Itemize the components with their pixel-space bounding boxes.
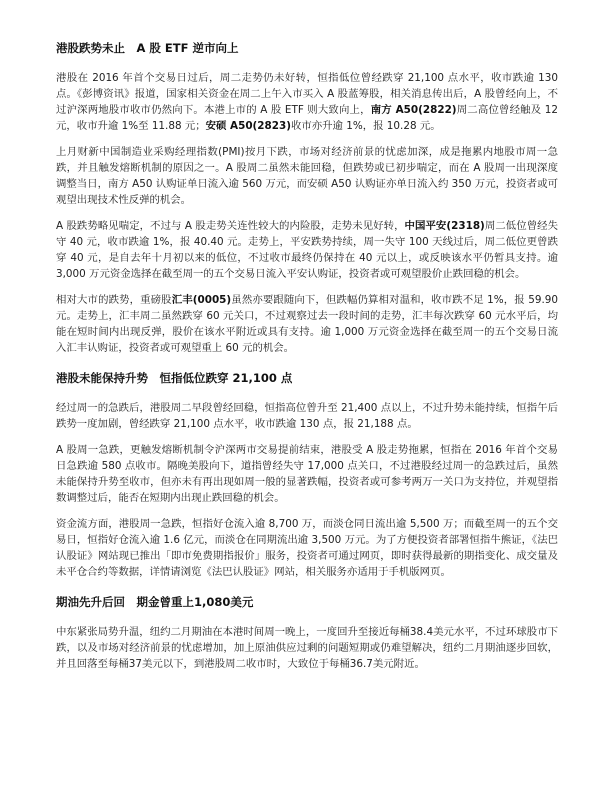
paragraph [56, 292, 558, 356]
paragraph [56, 218, 558, 282]
text-run: 收市亦升逾 1%，报 10.28 元。 [290, 120, 441, 132]
text-run: 周二低位曾经失守 40 元，收市跌逾 1%，报 40.40 元。走势上，平安跌势持续，周一失守 100 天线过后，周二低位更曾跌穿 40 元，是自去年十月初以来的低位，不过收市最终仍保持在 40 元以上，或反映该水平仍暂具支持。逾 3,000 万元资金选择在截至周一的五个交易日流入平安认购证，投资者或可观望股价止跌回稳的机会。 [56, 220, 559, 280]
stock-name: 汇丰(0005) [171, 294, 232, 306]
paragraph: 资金流方面，港股周一急跌，恒指好仓流入逾 8,700 万，而淡仓同日流出逾 5,500 万；而截至周一的五个交易日，恒指好仓流入逾 1.6 亿元，而淡仓在同期流出逾 3,500 万元。为了方便投资者部署恒指牛熊证，《法巴认股证》网站现已推出「即市免费期指报价」服务，投资者可通过网页，即时获得最新的期指变化、成交量及未平仓合约等数据，详情请浏览《法巴认股证》网站，相关服务亦适用于手机版网页。 [56, 518, 558, 578]
paragraph: A 股周一急跌，更触发熔断机制令沪深两市交易提前结束，港股受 A 股走势拖累，恒指在 2016 年首个交易日急跌逾 580 点收市。隔晚美股向下，道指曾经失守 17,000 点关口，不过港股经过周一的急跌过后，虽然未能保持升势至收市，但亦未有再出现如周一般的显著跌幅，投资者或可参考两万一关口为支持位，并观望指数调整过后，能否在短期内出现止跌回稳的机会。 [56, 444, 558, 504]
paragraph: 上月财新中国制造业采购经理指数(PMI)按月下跌，市场对经济前景的忧虑加深，成是拖累内地股市周一急跌，并且触发熔断机制的原因之一。A 股周二虽然未能回稳，但跌势或已初步喘定，而在 A 股周一出现深度调整当日，南方 A50 认购证单日流入逾 560 万元，而安硕 A50 认购证亦单日流入约 350 万元，投资者或可观望出现技术性反弹的机会。 [56, 146, 558, 206]
text-run: 港股在 2016 年首个交易日过后，周二走势仍未好转，恒指低位曾经跌穿 21,100 点水平，收市跌逾 130 点。《彭博资讯》报道，国家相关资金在周二上午入市买入 A 股蓝筹股，相关消息传出后，A 股曾经向上，不过沪深两地股市收市仍然向下。本港上市的 A 股 ETF 则大致向上， [56, 72, 558, 116]
stock-name: 安硕 A50(2823) [205, 120, 291, 132]
paragraph: 经过周一的急跌后，港股周二早段曾经回稳，恒指高位曾升至 21,400 点以上，不过升势未能持续，恒指午后跌势一度加剧，曾经跌穿 21,100 点水平，收市跌逾 130 点，报 21,188 点。 [56, 402, 558, 430]
text-run: A 股跌势略见喘定，不过与 A 股走势关连性较大的内险股，走势未见好转， [56, 220, 405, 232]
section-title-oil-gold: 期油先升后回 期金曾重上1,080美元 [56, 595, 254, 609]
paragraph [56, 70, 558, 134]
text-run: 虽然亦要跟随向下，但跌幅仍算相对温和，收市跌不足 1%，报 59.90 元。走势上，汇丰周二虽然跌穿 60 元关口，不过观察过去一段时间的走势，汇丰每次跌穿 60 元水平后，均能在短时间内出现反弹，股价在该水平附近或具有支持。逾 1,000 万元资金选择在截至周一的五个交易日流入汇丰认购证，投资者或可观望重上 60 元的机会。 [56, 294, 558, 354]
paragraph: 中东紧张局势升温，纽约二月期油在本港时间周一晚上，一度回升至接近每桶38.4美元水平，不过环球股市下跌，以及市场对经济前景的忧虑增加，加上原油供应过剩的问题短期或仍难望解决，纽约二月期油逐步回软，并且回落至每桶37美元以下，到港股周二收市时，大致位于每桶36.7美元附近。 [56, 626, 558, 670]
stock-name: 南方 A50(2822) [370, 104, 457, 116]
section-title-hsi: 港股未能保持升势 恒指低位跌穿 21,100 点 [56, 371, 293, 385]
text-run: 周二高位曾经触及 12 元，收市升逾 1%至 11.88 元； [56, 104, 558, 132]
text-run: 相对大市的跌势，重磅股 [56, 294, 172, 306]
stock-name: 中国平安(2318) [404, 220, 485, 232]
section-title-hk-stocks-etf: 港股跌势未止 A 股 ETF 逆市向上 [56, 41, 239, 55]
document-page [56, 40, 558, 682]
